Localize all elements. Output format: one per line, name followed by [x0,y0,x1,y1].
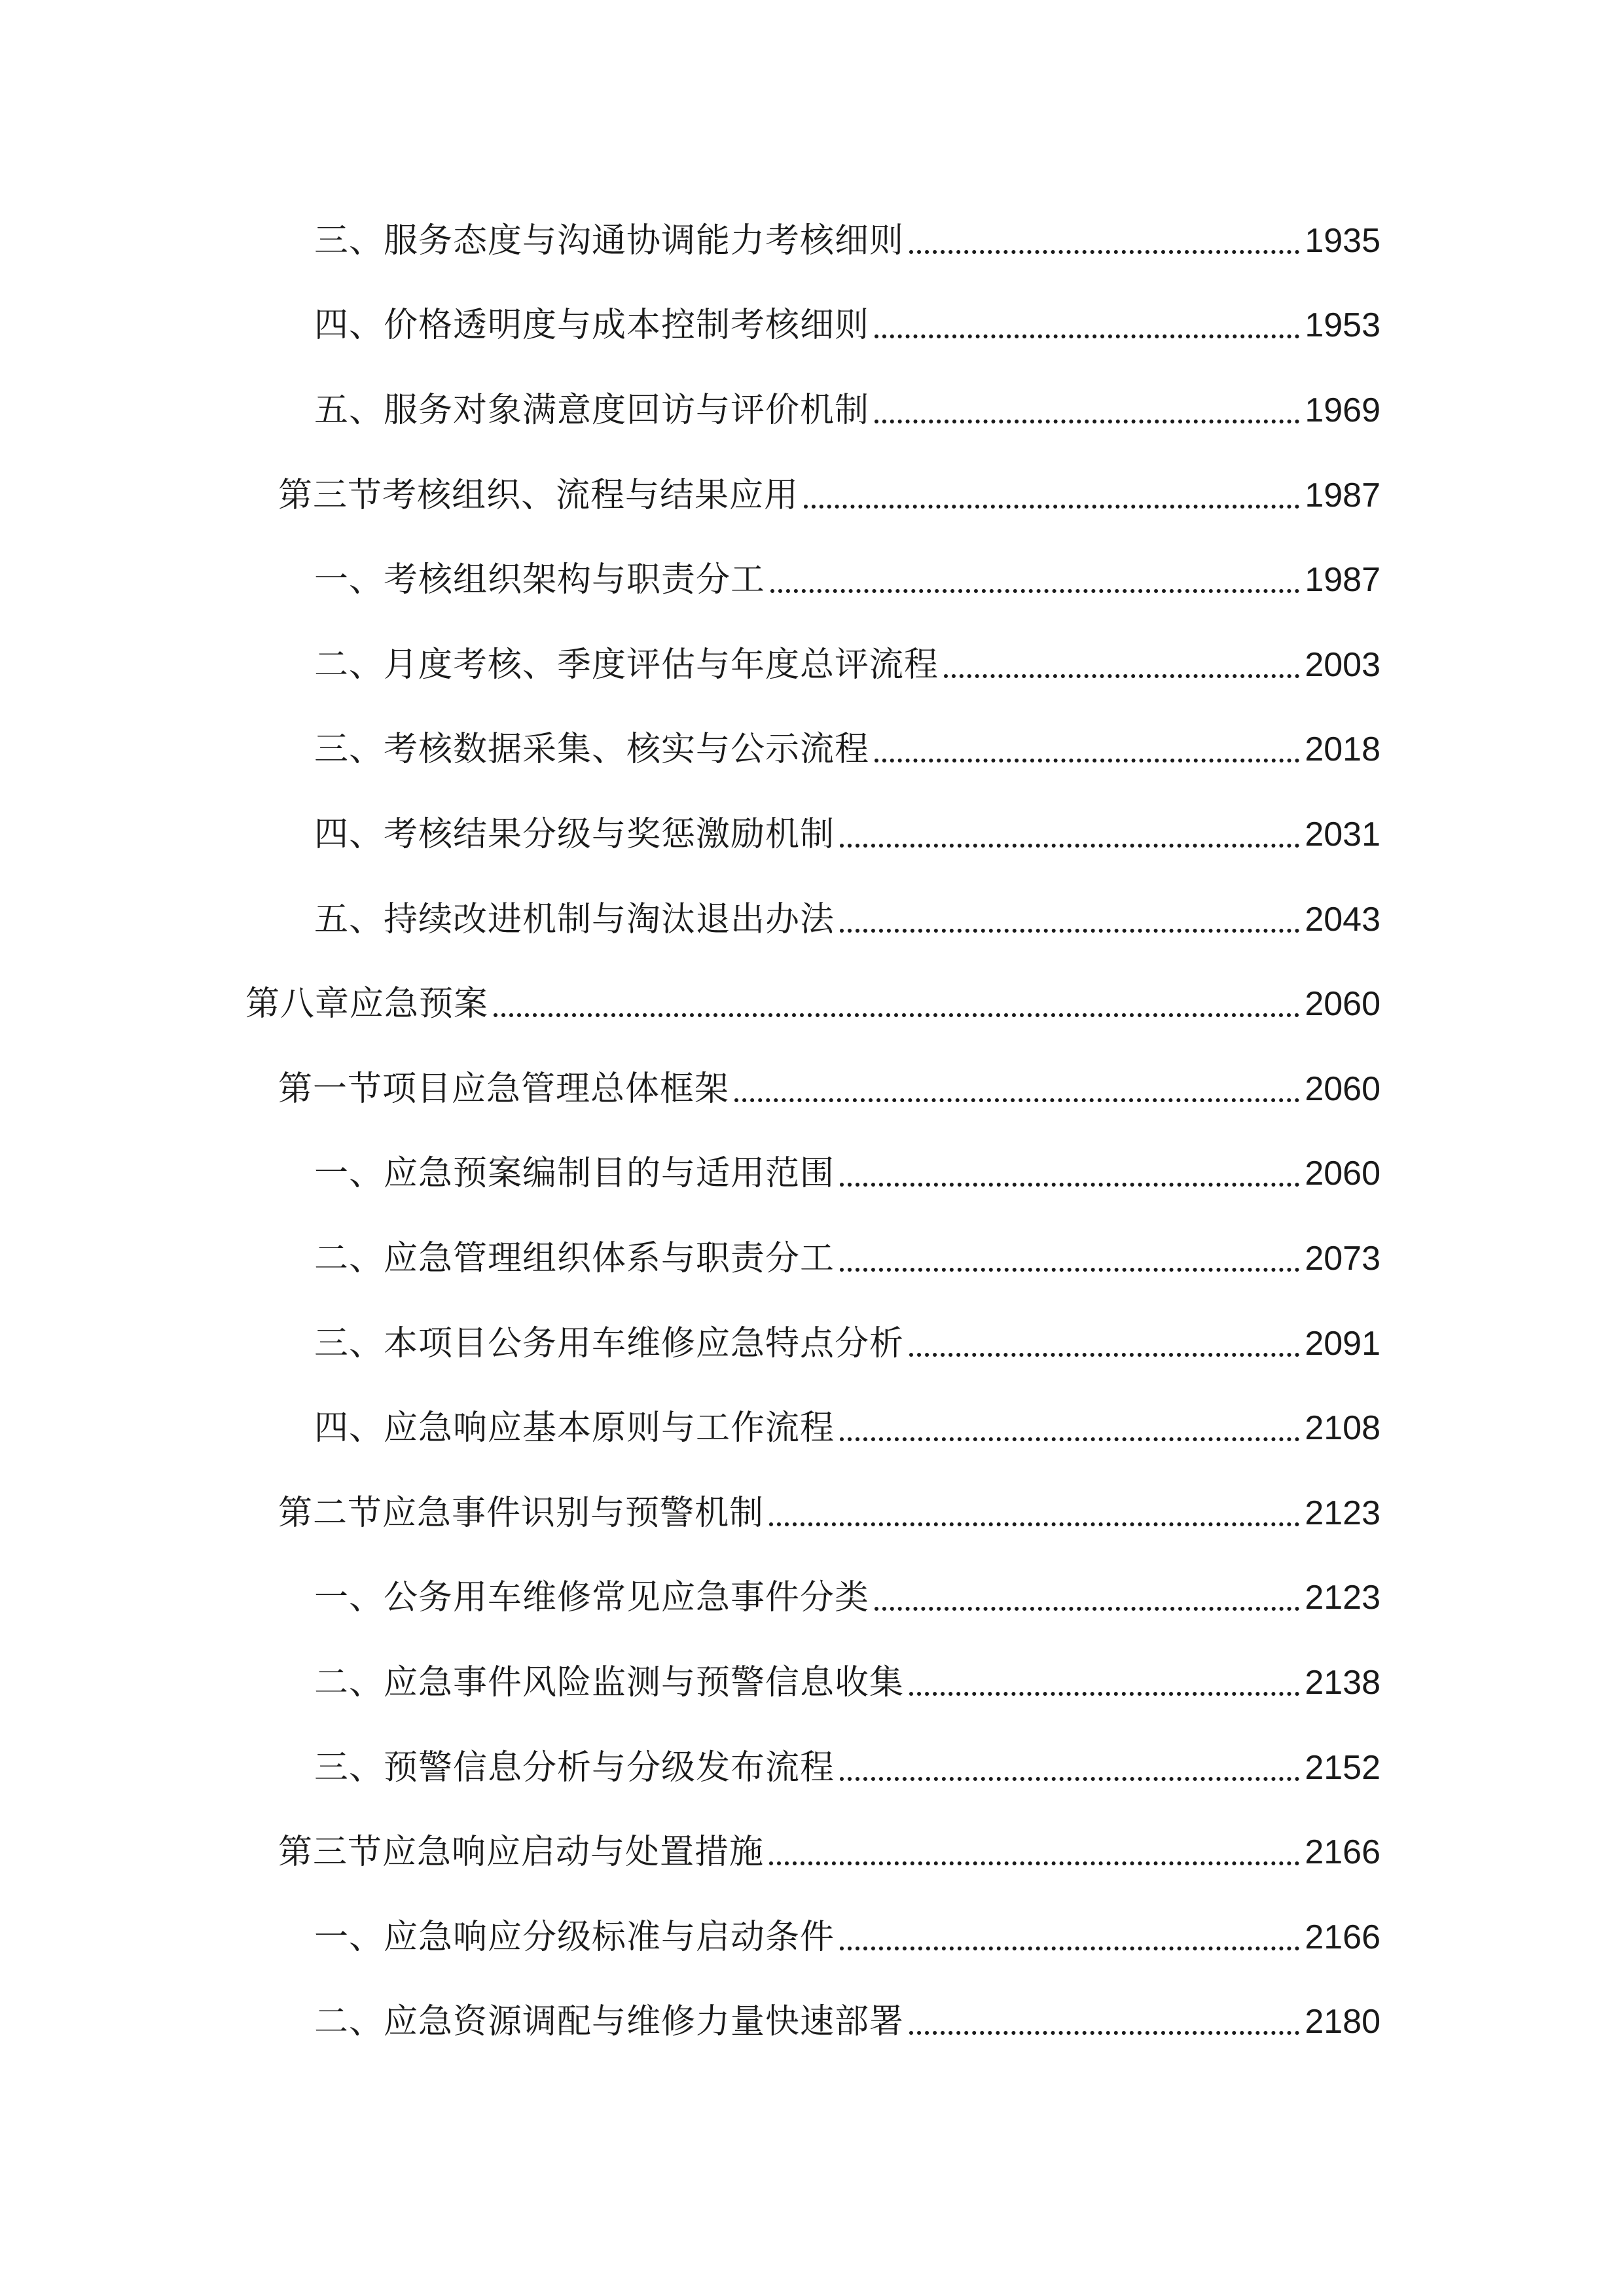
toc-dot-leader [494,1013,1299,1017]
toc-entry-page: 2123 [1305,1494,1380,1532]
toc-dot-leader [909,1352,1299,1357]
toc-entry-title: 四、价格透明度与成本控制考核细则 [314,306,870,345]
toc-dot-leader [770,588,1299,593]
toc-entry[interactable] [245,971,1380,1037]
toc-entry-page: 2123 [1305,1579,1380,1617]
toc-entry[interactable] [314,1141,1380,1206]
toc-entry-title: 二、应急资源调配与维修力量快速部署 [314,2002,905,2041]
toc-entry-title: 三、预警信息分析与分级发布流程 [314,1748,835,1787]
toc-dot-leader [840,1182,1299,1187]
toc-dot-leader [840,843,1299,848]
toc-entry-title: 第二节应急事件识别与预警机制 [278,1494,765,1533]
toc-entry-title: 二、月度考核、季度评估与年度总评流程 [314,645,939,685]
toc-entry-title: 一、应急预案编制目的与适用范围 [314,1154,835,1193]
toc-entry-title: 第三节应急响应启动与处置措施 [278,1833,765,1872]
toc-entry[interactable] [314,378,1380,443]
toc-entry[interactable] [278,463,1380,528]
toc-dot-leader [909,1691,1299,1696]
toc-entry[interactable] [314,1311,1380,1376]
toc-entry-page: 1969 [1305,391,1380,429]
toc-entry-page: 2060 [1305,1070,1380,1108]
toc-entry-page: 1987 [1305,561,1380,599]
toc-entry-title: 一、公务用车维修常见应急事件分类 [314,1578,870,1617]
toc-dot-leader [909,2030,1299,2035]
toc-entry-page: 1987 [1305,476,1380,514]
toc-entry-page: 1953 [1305,306,1380,344]
toc-entry-page: 2091 [1305,1325,1380,1363]
toc-entry[interactable] [278,1820,1380,1885]
toc-dot-leader [840,1267,1299,1272]
toc-entry[interactable] [314,1650,1380,1715]
toc-dot-leader [875,758,1299,762]
toc-entry[interactable] [278,1480,1380,1546]
toc-entry-title: 四、考核结果分级与奖惩激励机制 [314,815,835,854]
toc-entry-title: 二、应急管理组织体系与职责分工 [314,1239,835,1278]
toc-dot-leader [840,1776,1299,1781]
toc-entry[interactable] [314,1395,1380,1461]
toc-dot-leader [769,1522,1299,1526]
toc-entry[interactable] [314,632,1380,698]
toc-entry-page: 2031 [1305,816,1380,853]
toc-dot-leader [840,928,1299,933]
toc-entry-page: 2138 [1305,1664,1380,1702]
toc-dot-leader [875,419,1299,423]
toc-entry[interactable] [314,1565,1380,1630]
toc-entry-page: 1935 [1305,222,1380,260]
toc-entry-title: 二、应急事件风险监测与预警信息收集 [314,1663,905,1702]
toc-entry-page: 2073 [1305,1240,1380,1278]
toc-entry-page: 2166 [1305,1833,1380,1871]
toc-entry-page: 2018 [1305,730,1380,768]
toc-entry-title: 三、本项目公务用车维修应急特点分析 [314,1324,905,1363]
toc-entry[interactable] [314,547,1380,613]
toc-entry-title: 四、应急响应基本原则与工作流程 [314,1408,835,1448]
toc-dot-leader [875,334,1299,338]
toc-entry-title: 一、应急响应分级标准与启动条件 [314,1918,835,1957]
toc-entry-title: 一、考核组织架构与职责分工 [314,560,766,600]
toc-entry[interactable] [314,208,1380,274]
toc-entry-title: 第三节考核组织、流程与结果应用 [278,476,799,515]
toc-entry-title: 三、考核数据采集、核实与公示流程 [314,730,870,769]
toc-entry-title: 五、持续改进机制与淘汰退出办法 [314,900,835,939]
toc-entry[interactable] [314,887,1380,952]
toc-dot-leader [909,249,1299,254]
toc-entry-page: 2180 [1305,2003,1380,2041]
toc-entry-page: 2166 [1305,1918,1380,1956]
toc-dot-leader [944,673,1299,678]
toc-entry-page: 2043 [1305,901,1380,939]
toc-entry-page: 2003 [1305,646,1380,684]
toc-dot-leader [875,1606,1299,1611]
toc-entry[interactable] [314,717,1380,782]
toc-entry[interactable] [314,1989,1380,2054]
toc-dot-leader [840,1437,1299,1441]
toc-entry-title: 第八章应急预案 [245,984,489,1024]
toc-entry[interactable] [314,802,1380,867]
toc-entry-page: 2060 [1305,985,1380,1023]
toc-entry-page: 2108 [1305,1409,1380,1447]
toc-entry-page: 2152 [1305,1749,1380,1787]
toc-entry[interactable] [314,1905,1380,1970]
toc-entry[interactable] [314,293,1380,358]
toc-entry[interactable] [314,1735,1380,1801]
toc-entry-title: 五、服务对象满意度回访与评价机制 [314,391,870,430]
toc-entry[interactable] [314,1226,1380,1291]
toc-dot-leader [734,1098,1299,1102]
toc-entry[interactable] [278,1056,1380,1122]
toc-entry-title: 第一节项目应急管理总体框架 [278,1069,730,1109]
toc-dot-leader [804,504,1299,509]
toc-entry-page: 2060 [1305,1155,1380,1193]
toc-dot-leader [840,1946,1299,1950]
toc-entry-title: 三、服务态度与沟通协调能力考核细则 [314,221,905,260]
toc-dot-leader [769,1861,1299,1865]
